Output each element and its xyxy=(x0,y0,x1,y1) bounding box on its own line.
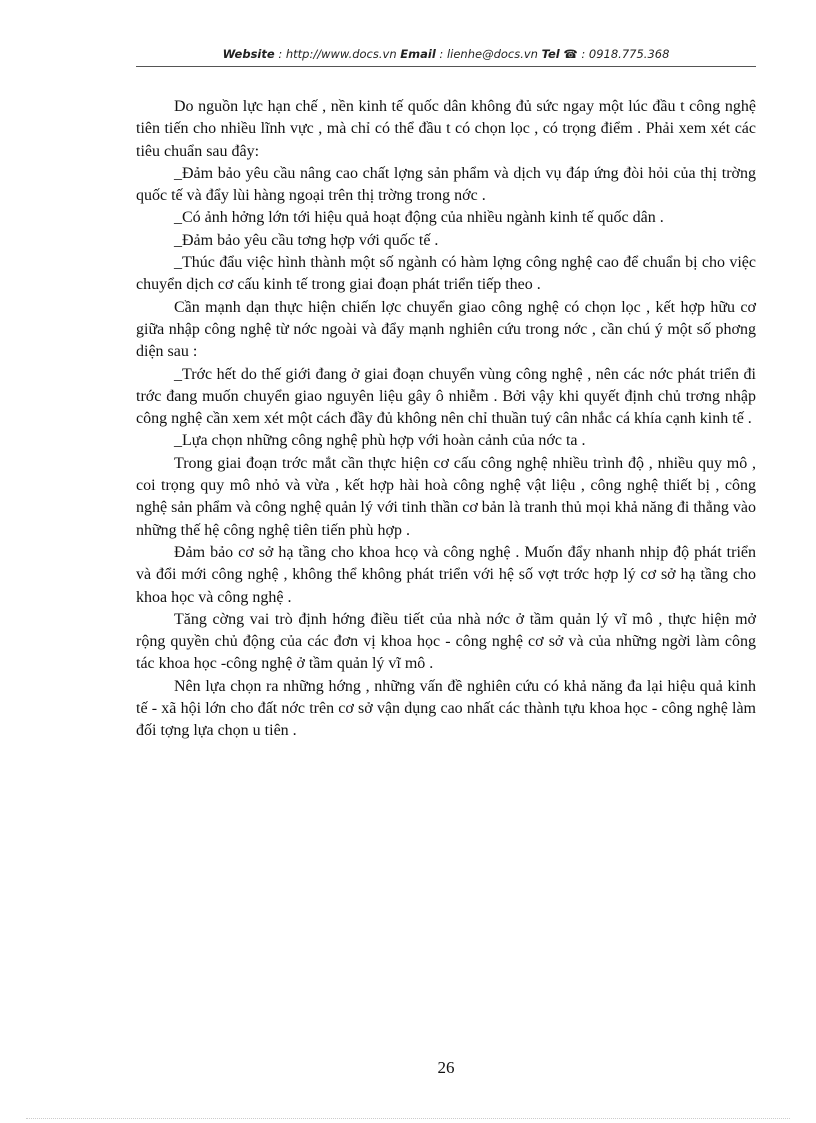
footer-divider xyxy=(26,1118,790,1119)
paragraph: Đảm bảo cơ sở hạ tầng cho khoa hcọ và công nghệ . Muốn đẩy nhanh nhịp độ phát triển và đổi mới công nghệ , không thể không phát triển với hệ số vợt trớc hợp lý cơ sở hạ tầng cho khoa học và công nghệ . xyxy=(136,543,756,606)
tel-label: Tel xyxy=(541,47,560,61)
paragraph: Trong giai đoạn trớc mắt cần thực hiện cơ cấu công nghệ nhiều trình độ , nhiều quy mô , coi trọng quy mô nhỏ và vừa , kết hợp hài hoà công nghệ vật liệu , công nghệ thiết bị , công nghệ sản phẩm và công nghệ quản lý với tinh thần cơ bản là tranh thủ mọi khả năng đi thẳng vào những thế hệ công nghệ tiên tiến phù hợp . xyxy=(136,454,756,539)
paragraph: _Đảm bảo yêu cầu tơng hợp với quốc tế . xyxy=(174,231,439,249)
paragraph: Tăng cờng vai trò định hớng điều tiết của nhà nớc ở tầm quản lý vĩ mô , thực hiện mở rộng quyền chủ động của các đơn vị khoa học - công nghệ cơ sở và của những ngời làm công tác khoa học -công nghệ ở tầm quản lý vĩ mô . xyxy=(136,610,756,673)
paragraph: _Lựa chọn những công nghệ phù hợp với hoàn cảnh của nớc ta . xyxy=(174,432,586,450)
email-value: : lienhe@docs.vn xyxy=(439,47,538,61)
website-label: Website xyxy=(222,47,275,61)
tel-value: ☎ : 0918.775.368 xyxy=(563,47,670,61)
paragraph: Do nguồn lực hạn chế , nền kinh tế quốc dân không đủ sức ngay một lúc đầu t công nghệ tiên tiến cho nhiều lĩnh vực , mà chỉ có thể đầu t có chọn lọc , có trọng điểm . Phải xem xét các tiêu chuẩn sau đây: xyxy=(136,98,756,160)
paragraph: Cần mạnh dạn thực hiện chiến lợc chuyển giao công nghệ có chọn lọc , kết hợp hữu cơ giữa nhập công nghệ từ nớc ngoài và đẩy mạnh nghiên cứu trong nớc , cần chú ý một số phơng diện sau : xyxy=(136,298,756,361)
paragraph: _Có ảnh hởng lớn tới hiệu quả hoạt động của nhiều ngành kinh tế quốc dân . xyxy=(174,209,664,227)
document-body xyxy=(136,96,756,743)
page-header xyxy=(136,47,756,61)
website-value: : http://www.docs.vn xyxy=(278,47,397,61)
paragraph: _Thúc đẩu việc hình thành một số ngành có hàm lợng công nghệ cao để chuẩn bị cho việc chuyển dịch cơ cấu kinh tế trong giai đoạn phát triển tiếp theo . xyxy=(136,254,756,294)
paragraph: _Trớc hết do thế giới đang ở giai đoạn chuyển vùng công nghệ , nên các nớc phát triển đi trớc đang muốn chuyển giao nguyên liệu gây ô nhiễm . Bởi vậy khi quyết định chủ trơng nhập công nghệ cần xem xét một cách đầy đủ không nên chỉ thuần tuý cân nhắc cá khía cạnh kinh tế . xyxy=(136,365,756,428)
paragraph: Nên lựa chọn ra những hớng , những vấn đề nghiên cứu có khả năng đa lại hiệu quả kinh tế - xã hội lớn cho đất nớc trên cơ sở vận dụng cao nhất các thành tựu khoa học - công nghệ làm đối tợng lựa chọn u tiên . xyxy=(136,677,756,740)
email-label: Email xyxy=(400,47,436,61)
header-divider xyxy=(136,66,756,67)
paragraph: _Đảm bảo yêu cầu nâng cao chất lợng sản phẩm và dịch vụ đáp ứng đòi hỏi của thị trờng quốc tế và đẩy lùi hàng ngoại trên thị trờng trong nớc . xyxy=(136,164,756,205)
page-number: 26 xyxy=(437,1058,455,1077)
